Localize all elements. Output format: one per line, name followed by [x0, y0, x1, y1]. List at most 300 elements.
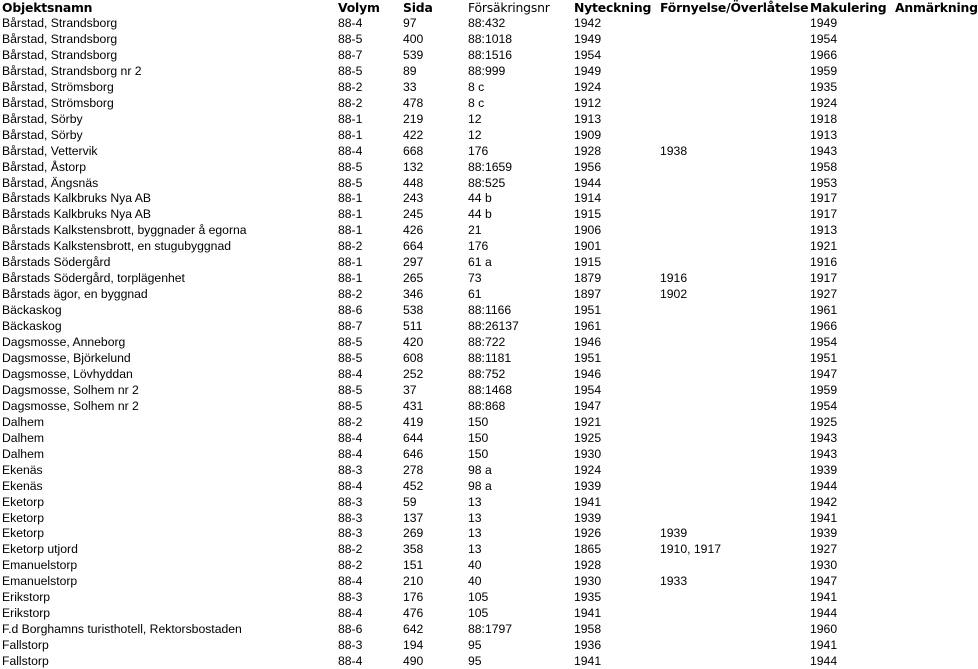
- cell-forsakringsnr: 95: [468, 638, 482, 653]
- cell-makulering: 1947: [810, 574, 838, 589]
- cell-makulering: 1921: [810, 239, 838, 254]
- cell-objektsnamn: Fallstorp: [2, 654, 49, 669]
- cell-volym: 88-4: [338, 574, 363, 589]
- cell-volym: 88-4: [338, 366, 363, 381]
- table-body: [0, 15, 960, 669]
- cell-makulering: 1942: [810, 494, 838, 509]
- table-row: [0, 510, 960, 526]
- cell-objektsnamn: Dagsmosse, Lövhyddan: [2, 366, 133, 381]
- cell-forsakringsnr: 13: [468, 542, 482, 557]
- header-row: [0, 0, 960, 15]
- table-row: [0, 605, 960, 621]
- cell-anmarkning: [893, 222, 960, 238]
- cell-volym: 88-7: [338, 319, 363, 334]
- cell-anmarkning: [893, 190, 960, 206]
- cell-objektsnamn: Dagsmosse, Solhem nr 2: [2, 398, 139, 413]
- cell-objektsnamn: Emanuelstorp: [2, 574, 78, 589]
- cell-fornyelse: [658, 31, 808, 47]
- cell-volym: 88-3: [338, 494, 363, 509]
- cell-anmarkning: [893, 589, 960, 605]
- cell-volym: 88-3: [338, 590, 363, 605]
- cell-forsakringsnr: 88:432: [468, 15, 506, 30]
- cell-nyteckning: 1926: [574, 526, 602, 541]
- table-row: [0, 350, 960, 366]
- table-row: [0, 95, 960, 111]
- cell-fornyelse: [658, 478, 808, 494]
- cell-makulering: 1947: [810, 366, 838, 381]
- cell-sida: 448: [403, 175, 424, 190]
- column-header-anmarkning: Anmärkning: [895, 0, 978, 15]
- cell-objektsnamn: Erikstorp: [2, 606, 51, 621]
- cell-fornyelse: [658, 414, 808, 430]
- cell-sida: 358: [403, 542, 424, 557]
- cell-sida: 278: [403, 462, 424, 477]
- cell-sida: 59: [403, 494, 417, 509]
- cell-anmarkning: [893, 605, 960, 621]
- cell-objektsnamn: Bårstad, Ängsnäs: [2, 175, 99, 190]
- cell-objektsnamn: Bårstads Kalkbruks Nya AB: [2, 207, 152, 222]
- cell-makulering: 1966: [810, 47, 838, 62]
- cell-volym: 88-2: [338, 414, 363, 429]
- table-row: [0, 254, 960, 270]
- cell-forsakringsnr: 12: [468, 111, 482, 126]
- cell-fornyelse: [658, 605, 808, 621]
- cell-makulering: 1927: [810, 542, 838, 557]
- cell-anmarkning: [893, 127, 960, 143]
- cell-anmarkning: [893, 111, 960, 127]
- cell-fornyelse: [658, 366, 808, 382]
- cell-anmarkning: [893, 446, 960, 462]
- cell-objektsnamn: Bäckaskog: [2, 319, 62, 334]
- cell-objektsnamn: Ekenäs: [2, 478, 43, 493]
- cell-nyteckning: 1942: [574, 15, 602, 30]
- cell-anmarkning: [893, 462, 960, 478]
- cell-forsakringsnr: 88:722: [468, 335, 506, 350]
- table-row: [0, 573, 960, 589]
- cell-makulering: 1944: [810, 654, 838, 669]
- cell-nyteckning: 1947: [574, 398, 602, 413]
- cell-nyteckning: 1936: [574, 638, 602, 653]
- cell-forsakringsnr: 95: [468, 654, 482, 669]
- cell-objektsnamn: Bårstads Kalkbruks Nya AB: [2, 191, 152, 206]
- table-row: [0, 31, 960, 47]
- cell-forsakringsnr: 98 a: [468, 462, 492, 477]
- cell-fornyelse: [658, 510, 808, 526]
- table-row: [0, 175, 960, 191]
- cell-fornyelse: [658, 382, 808, 398]
- cell-makulering: 1917: [810, 271, 838, 286]
- cell-objektsnamn: Dalhem: [2, 414, 44, 429]
- cell-forsakringsnr: 13: [468, 526, 482, 541]
- cell-fornyelse: [658, 446, 808, 462]
- table-row: [0, 127, 960, 143]
- cell-forsakringsnr: 88:26137: [468, 319, 519, 334]
- cell-volym: 88-1: [338, 111, 363, 126]
- cell-nyteckning: 1924: [574, 79, 602, 94]
- cell-anmarkning: [893, 637, 960, 653]
- cell-nyteckning: 1946: [574, 335, 602, 350]
- cell-objektsnamn: Bårstad, Strandsborg: [2, 31, 118, 46]
- cell-makulering: 1959: [810, 63, 838, 78]
- cell-fornyelse: 1902: [660, 287, 688, 302]
- table-row: [0, 414, 960, 430]
- cell-anmarkning: [893, 254, 960, 270]
- cell-sida: 219: [403, 111, 424, 126]
- cell-sida: 539: [403, 47, 424, 62]
- table-row: [0, 366, 960, 382]
- cell-forsakringsnr: 73: [468, 271, 482, 286]
- cell-forsakringsnr: 8 c: [468, 95, 485, 110]
- table-row: [0, 270, 960, 286]
- table-row: [0, 557, 960, 573]
- cell-fornyelse: [658, 557, 808, 573]
- cell-anmarkning: [893, 366, 960, 382]
- table-row: [0, 382, 960, 398]
- cell-nyteckning: 1930: [574, 446, 602, 461]
- cell-sida: 426: [403, 223, 424, 238]
- table-row: [0, 15, 960, 31]
- cell-makulering: 1939: [810, 462, 838, 477]
- column-header-sida: Sida: [403, 0, 433, 15]
- cell-forsakringsnr: 88:752: [468, 366, 506, 381]
- cell-makulering: 1943: [810, 143, 838, 158]
- cell-sida: 137: [403, 510, 424, 525]
- cell-anmarkning: [893, 334, 960, 350]
- cell-fornyelse: [658, 127, 808, 143]
- cell-forsakringsnr: 40: [468, 558, 482, 573]
- cell-objektsnamn: Bårstad, Strandsborg: [2, 47, 118, 62]
- cell-makulering: 1954: [810, 398, 838, 413]
- cell-objektsnamn: Bårstad, Sörby: [2, 127, 83, 142]
- cell-objektsnamn: Dagsmosse, Anneborg: [2, 335, 126, 350]
- cell-volym: 88-7: [338, 47, 363, 62]
- cell-forsakringsnr: 44 b: [468, 207, 492, 222]
- cell-fornyelse: [658, 238, 808, 254]
- table-row: [0, 238, 960, 254]
- cell-forsakringsnr: 88:1181: [468, 350, 512, 365]
- cell-nyteckning: 1912: [574, 95, 602, 110]
- cell-forsakringsnr: 8 c: [468, 79, 485, 94]
- cell-forsakringsnr: 88:1018: [468, 31, 513, 46]
- cell-volym: 88-1: [338, 127, 363, 142]
- cell-anmarkning: [893, 15, 960, 31]
- cell-anmarkning: [893, 159, 960, 175]
- cell-objektsnamn: Bårstad, Strömsborg: [2, 79, 114, 94]
- cell-anmarkning: [893, 526, 960, 542]
- cell-fornyelse: [658, 175, 808, 191]
- cell-objektsnamn: Dagsmosse, Solhem nr 2: [2, 382, 139, 397]
- table-row: [0, 589, 960, 605]
- cell-sida: 97: [403, 15, 417, 30]
- cell-sida: 420: [403, 335, 424, 350]
- cell-volym: 88-2: [338, 287, 363, 302]
- cell-fornyelse: [658, 334, 808, 350]
- cell-volym: 88-6: [338, 622, 363, 637]
- cell-forsakringsnr: 98 a: [468, 478, 492, 493]
- cell-volym: 88-1: [338, 191, 363, 206]
- cell-objektsnamn: Bäckaskog: [2, 303, 62, 318]
- cell-forsakringsnr: 61 a: [468, 255, 492, 270]
- cell-sida: 210: [403, 574, 424, 589]
- cell-nyteckning: 1915: [574, 207, 602, 222]
- cell-nyteckning: 1935: [574, 590, 602, 605]
- cell-nyteckning: 1930: [574, 574, 602, 589]
- cell-makulering: 1917: [810, 207, 838, 222]
- cell-makulering: 1943: [810, 446, 838, 461]
- cell-makulering: 1944: [810, 606, 838, 621]
- cell-objektsnamn: Bårstads Södergård: [2, 255, 111, 270]
- cell-anmarkning: [893, 621, 960, 637]
- cell-forsakringsnr: 40: [468, 574, 482, 589]
- cell-forsakringsnr: 44 b: [468, 191, 492, 206]
- cell-forsakringsnr: 21: [468, 223, 482, 238]
- cell-forsakringsnr: 88:1516: [468, 47, 513, 62]
- cell-sida: 151: [403, 558, 424, 573]
- table-row: [0, 446, 960, 462]
- cell-makulering: 1927: [810, 287, 838, 302]
- cell-forsakringsnr: 13: [468, 494, 482, 509]
- cell-fornyelse: [658, 350, 808, 366]
- cell-volym: 88-1: [338, 223, 363, 238]
- cell-objektsnamn: Bårstad, Strömsborg: [2, 95, 114, 110]
- cell-anmarkning: [893, 573, 960, 589]
- cell-volym: 88-3: [338, 510, 363, 525]
- cell-makulering: 1954: [810, 335, 838, 350]
- cell-volym: 88-5: [338, 63, 363, 78]
- table-row: [0, 79, 960, 95]
- cell-sida: 265: [403, 271, 424, 286]
- cell-objektsnamn: Erikstorp: [2, 590, 51, 605]
- cell-volym: 88-2: [338, 558, 363, 573]
- cell-fornyelse: [658, 302, 808, 318]
- cell-nyteckning: 1914: [574, 191, 602, 206]
- cell-forsakringsnr: 88:999: [468, 63, 506, 78]
- cell-objektsnamn: Bårstads Södergård, torplägenhet: [2, 271, 185, 286]
- table-row: [0, 318, 960, 334]
- table-row: [0, 541, 960, 557]
- cell-sida: 644: [403, 430, 424, 445]
- cell-sida: 400: [403, 31, 424, 46]
- cell-volym: 88-5: [338, 350, 363, 365]
- cell-fornyelse: 1933: [660, 574, 688, 589]
- cell-sida: 89: [403, 63, 417, 78]
- cell-nyteckning: 1925: [574, 430, 602, 445]
- cell-volym: 88-5: [338, 31, 363, 46]
- cell-anmarkning: [893, 302, 960, 318]
- cell-objektsnamn: Dalhem: [2, 446, 44, 461]
- cell-objektsnamn: Emanuelstorp: [2, 558, 78, 573]
- column-header-volym: Volym: [338, 0, 380, 15]
- cell-forsakringsnr: 150: [468, 414, 489, 429]
- cell-sida: 132: [403, 159, 424, 174]
- cell-anmarkning: [893, 286, 960, 302]
- cell-volym: 88-4: [338, 143, 363, 158]
- cell-makulering: 1924: [810, 95, 838, 110]
- cell-forsakringsnr: 88:1166: [468, 303, 512, 318]
- cell-makulering: 1918: [810, 111, 838, 126]
- table-row: [0, 302, 960, 318]
- cell-sida: 422: [403, 127, 424, 142]
- cell-nyteckning: 1944: [574, 175, 602, 190]
- cell-makulering: 1943: [810, 430, 838, 445]
- cell-volym: 88-4: [338, 430, 363, 445]
- cell-nyteckning: 1897: [574, 287, 602, 302]
- table-row: [0, 286, 960, 302]
- cell-makulering: 1925: [810, 414, 838, 429]
- table-row: [0, 653, 960, 669]
- cell-makulering: 1959: [810, 382, 838, 397]
- cell-sida: 646: [403, 446, 424, 461]
- cell-fornyelse: [658, 47, 808, 63]
- column-header-forsakringsnr: Försäkringsnr: [468, 0, 550, 15]
- cell-objektsnamn: Eketorp utjord: [2, 542, 78, 557]
- cell-anmarkning: [893, 175, 960, 191]
- cell-volym: 88-2: [338, 239, 363, 254]
- cell-volym: 88-5: [338, 159, 363, 174]
- cell-fornyelse: [658, 589, 808, 605]
- cell-anmarkning: [893, 79, 960, 95]
- cell-sida: 37: [403, 382, 417, 397]
- column-header-makulering: Makulering: [810, 0, 887, 15]
- cell-anmarkning: [893, 318, 960, 334]
- cell-nyteckning: 1915: [574, 255, 602, 270]
- cell-makulering: 1960: [810, 622, 838, 637]
- cell-makulering: 1913: [810, 223, 838, 238]
- cell-objektsnamn: Bårstad, Åstorp: [2, 159, 86, 174]
- cell-volym: 88-3: [338, 462, 363, 477]
- cell-forsakringsnr: 150: [468, 430, 489, 445]
- cell-anmarkning: [893, 206, 960, 222]
- cell-nyteckning: 1939: [574, 510, 602, 525]
- cell-nyteckning: 1961: [574, 319, 602, 334]
- cell-forsakringsnr: 88:1797: [468, 622, 513, 637]
- cell-sida: 452: [403, 478, 424, 493]
- cell-anmarkning: [893, 270, 960, 286]
- cell-volym: 88-5: [338, 335, 363, 350]
- cell-anmarkning: [893, 350, 960, 366]
- cell-fornyelse: [658, 63, 808, 79]
- cell-sida: 346: [403, 287, 424, 302]
- cell-fornyelse: [658, 398, 808, 414]
- cell-volym: 88-4: [338, 606, 363, 621]
- cell-fornyelse: [658, 190, 808, 206]
- table-row: [0, 206, 960, 222]
- cell-fornyelse: [658, 111, 808, 127]
- cell-objektsnamn: Bårstads Kalkstensbrott, en stugubyggnad: [2, 239, 231, 254]
- cell-sida: 194: [403, 638, 424, 653]
- column-header-fornyelse: Förnyelse/Överlåtelse: [660, 0, 809, 15]
- cell-anmarkning: [893, 31, 960, 47]
- cell-objektsnamn: Bårstad, Strandsborg nr 2: [2, 63, 142, 78]
- cell-fornyelse: [658, 95, 808, 111]
- cell-nyteckning: 1949: [574, 31, 602, 46]
- table-row: [0, 63, 960, 79]
- cell-fornyelse: [658, 159, 808, 175]
- cell-volym: 88-2: [338, 95, 363, 110]
- cell-forsakringsnr: 105: [468, 590, 489, 605]
- cell-sida: 252: [403, 366, 424, 381]
- cell-nyteckning: 1939: [574, 478, 602, 493]
- cell-makulering: 1941: [810, 590, 838, 605]
- cell-sida: 668: [403, 143, 424, 158]
- cell-forsakringsnr: 150: [468, 446, 489, 461]
- cell-nyteckning: 1958: [574, 622, 602, 637]
- cell-makulering: 1966: [810, 319, 838, 334]
- cell-nyteckning: 1913: [574, 111, 602, 126]
- cell-objektsnamn: Dagsmosse, Björkelund: [2, 350, 131, 365]
- table-row: [0, 430, 960, 446]
- cell-forsakringsnr: 88:1468: [468, 382, 513, 397]
- cell-nyteckning: 1951: [574, 303, 602, 318]
- cell-volym: 88-1: [338, 255, 363, 270]
- cell-makulering: 1930: [810, 558, 838, 573]
- column-header-objektsnamn: Objektsnamn: [2, 0, 93, 15]
- cell-forsakringsnr: 61: [468, 287, 482, 302]
- cell-makulering: 1949: [810, 15, 838, 30]
- cell-anmarkning: [893, 95, 960, 111]
- cell-volym: 88-3: [338, 638, 363, 653]
- cell-forsakringsnr: 88:525: [468, 175, 506, 190]
- cell-nyteckning: 1921: [574, 414, 602, 429]
- cell-volym: 88-1: [338, 271, 363, 286]
- cell-sida: 245: [403, 207, 424, 222]
- cell-objektsnamn: Fallstorp: [2, 638, 49, 653]
- cell-anmarkning: [893, 430, 960, 446]
- cell-volym: 88-6: [338, 303, 363, 318]
- cell-fornyelse: [658, 79, 808, 95]
- cell-volym: 88-5: [338, 382, 363, 397]
- cell-objektsnamn: Dalhem: [2, 430, 44, 445]
- cell-sida: 538: [403, 303, 424, 318]
- table-row: [0, 398, 960, 414]
- cell-anmarkning: [893, 143, 960, 159]
- cell-forsakringsnr: 88:1659: [468, 159, 513, 174]
- cell-anmarkning: [893, 382, 960, 398]
- cell-anmarkning: [893, 47, 960, 63]
- cell-fornyelse: [658, 653, 808, 669]
- table-row: [0, 111, 960, 127]
- cell-fornyelse: [658, 430, 808, 446]
- cell-fornyelse: 1910, 1917: [660, 542, 721, 557]
- cell-makulering: 1951: [810, 350, 838, 365]
- cell-nyteckning: 1949: [574, 63, 602, 78]
- cell-volym: 88-3: [338, 526, 363, 541]
- cell-forsakringsnr: 105: [468, 606, 489, 621]
- cell-makulering: 1954: [810, 31, 838, 46]
- cell-makulering: 1941: [810, 510, 838, 525]
- cell-sida: 269: [403, 526, 424, 541]
- table-row: [0, 637, 960, 653]
- cell-sida: 664: [403, 239, 424, 254]
- cell-nyteckning: 1906: [574, 223, 602, 238]
- cell-nyteckning: 1865: [574, 542, 602, 557]
- cell-volym: 88-1: [338, 207, 363, 222]
- cell-nyteckning: 1928: [574, 558, 602, 573]
- cell-fornyelse: [658, 494, 808, 510]
- cell-sida: 243: [403, 191, 424, 206]
- cell-makulering: 1916: [810, 255, 838, 270]
- table-row: [0, 222, 960, 238]
- table-row: [0, 47, 960, 63]
- cell-nyteckning: 1941: [574, 654, 602, 669]
- cell-makulering: 1953: [810, 175, 838, 190]
- table-row: [0, 462, 960, 478]
- cell-objektsnamn: Eketorp: [2, 526, 45, 541]
- cell-anmarkning: [893, 541, 960, 557]
- cell-objektsnamn: Bårstad, Vettervik: [2, 143, 98, 158]
- cell-anmarkning: [893, 653, 960, 669]
- cell-fornyelse: [658, 206, 808, 222]
